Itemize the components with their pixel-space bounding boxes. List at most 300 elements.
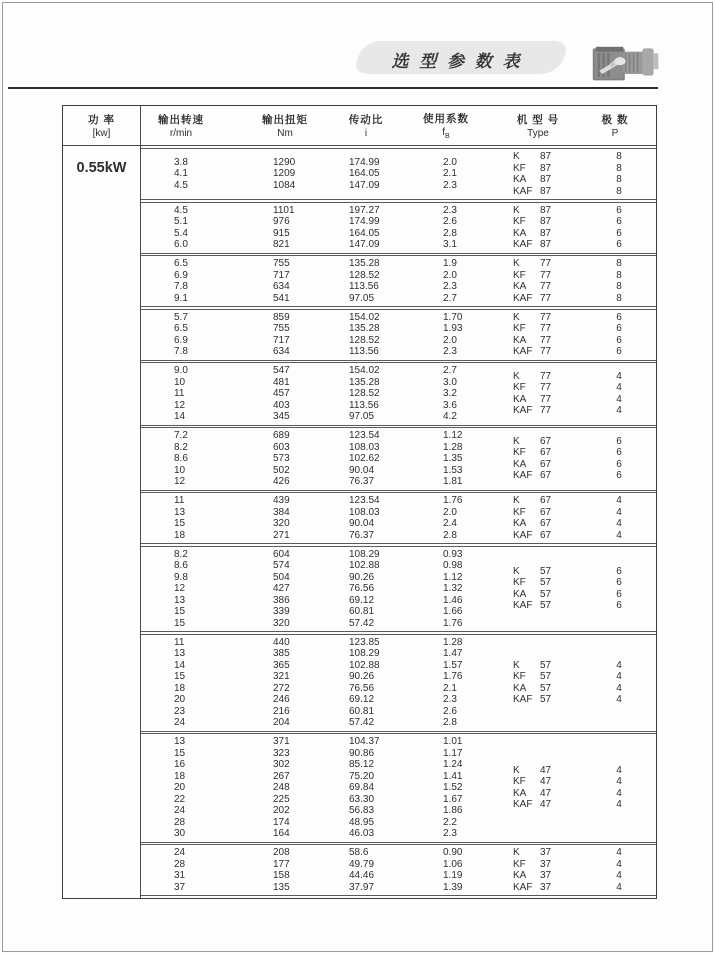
type-size: 37: [540, 858, 552, 870]
type-size: 47: [540, 787, 552, 799]
speed-value: 6.0: [174, 239, 188, 250]
type-size: 37: [540, 870, 552, 881]
spec-block: [141, 309, 656, 361]
model-type: [513, 205, 583, 217]
spec-row: [141, 637, 513, 649]
model-type: [513, 323, 583, 335]
speed-value: 8.6: [174, 453, 188, 464]
ratio-value: 90.86: [349, 747, 375, 759]
ratio-value: 90.04: [349, 518, 375, 529]
ratio-value: 147.09: [349, 179, 380, 191]
type-row: [513, 205, 656, 217]
ratio-value: 56.83: [349, 805, 375, 816]
type-size: 47: [540, 764, 552, 776]
poles-value: 4: [616, 682, 622, 694]
type-row: [513, 470, 656, 482]
ratio-value: 108.03: [349, 506, 380, 518]
spec-rows: [141, 312, 513, 358]
speed-value: 5.7: [174, 311, 188, 323]
factor-value: 2.0: [443, 506, 457, 518]
spec-block: [141, 148, 656, 200]
col-header-ratio-unit: i: [364, 128, 368, 139]
type-rows: [513, 847, 656, 893]
speed-value: 37: [174, 881, 186, 893]
spec-row: [141, 817, 513, 829]
ratio-value: 102.88: [349, 560, 380, 571]
spec-rows: [141, 495, 513, 541]
factor-value: 2.6: [443, 705, 457, 717]
type-row: [513, 270, 656, 282]
table-header-row: [63, 106, 656, 146]
torque-value: 272: [273, 682, 290, 694]
torque-value: 547: [273, 365, 290, 376]
spec-block: [141, 255, 656, 307]
type-prefix: KA: [513, 682, 527, 694]
poles-value: 6: [616, 470, 622, 482]
speed-value: 4.5: [174, 179, 188, 191]
torque-value: 427: [273, 583, 290, 594]
type-row: [513, 151, 656, 163]
poles-value: 8: [616, 292, 622, 304]
speed-value: 18: [174, 682, 186, 694]
type-size: 47: [540, 799, 552, 811]
speed-value: 20: [174, 694, 186, 705]
torque-value: 208: [273, 847, 290, 858]
spec-row: [141, 476, 513, 488]
ratio-value: 46.03: [349, 828, 375, 839]
speed-value: 22: [174, 793, 186, 805]
speed-value: 11: [174, 388, 185, 399]
speed-value: 14: [174, 659, 186, 671]
poles-value: 4: [616, 518, 622, 529]
poles-value: 8: [616, 281, 622, 292]
type-prefix: KF: [513, 447, 526, 459]
type-rows: [513, 495, 656, 541]
spec-row: [141, 717, 513, 729]
table-body: [63, 146, 656, 898]
spec-row: [141, 828, 513, 840]
spec-row: [141, 228, 513, 240]
spec-row: [141, 400, 513, 412]
col-header-power-label: 功 率: [88, 114, 115, 126]
type-row: [513, 882, 656, 894]
type-row: [513, 660, 656, 672]
type-prefix: KA: [513, 227, 527, 239]
poles-value: 4: [616, 764, 622, 776]
torque-value: 717: [273, 334, 290, 346]
factor-value: 3.2: [443, 388, 457, 399]
torque-value: 174: [273, 816, 290, 828]
type-prefix: KA: [513, 334, 527, 346]
torque-value: 604: [273, 548, 290, 560]
spec-row: [141, 748, 513, 760]
spec-row: [141, 365, 513, 377]
type-row: [513, 859, 656, 871]
model-type: [513, 312, 583, 324]
type-row: [513, 312, 656, 324]
factor-value: 1.93: [443, 323, 463, 334]
type-prefix: K: [513, 659, 520, 671]
model-type: [513, 799, 583, 811]
poles-value: 4: [616, 787, 622, 799]
torque-value: 177: [273, 858, 290, 870]
type-size: 67: [540, 506, 552, 518]
type-row: [513, 258, 656, 270]
spec-block: [141, 733, 656, 843]
col-header-speed-unit: r/min: [169, 128, 193, 139]
factor-value: 1.28: [443, 636, 463, 648]
model-type: [513, 281, 583, 293]
type-prefix: KAF: [513, 470, 533, 482]
model-type: [513, 382, 583, 394]
factor-value: 2.1: [443, 168, 457, 180]
spec-row: [141, 168, 513, 180]
col-header-model: [498, 106, 578, 145]
factor-value: 4.2: [443, 411, 457, 422]
factor-value: 1.86: [443, 805, 463, 816]
ratio-value: 60.81: [349, 606, 375, 617]
poles-value: 6: [616, 323, 622, 334]
factor-value: 1.35: [443, 453, 463, 464]
type-row: [513, 405, 656, 417]
type-row: [513, 776, 656, 788]
torque-value: 603: [273, 441, 290, 453]
col-header-poles-label: 极 数: [601, 114, 629, 126]
speed-value: 3.8: [174, 156, 188, 168]
model-type: [513, 270, 583, 282]
factor-value: 1.39: [443, 881, 463, 893]
ratio-value: 154.02: [349, 365, 380, 376]
speed-value: 15: [174, 518, 186, 529]
type-prefix: KA: [513, 281, 527, 292]
type-size: 67: [540, 495, 552, 506]
speed-value: 6.9: [174, 334, 188, 346]
col-header-service-factor: [406, 106, 486, 145]
selection-parameter-table: [62, 105, 657, 899]
type-size: 37: [540, 847, 552, 858]
torque-value: 440: [273, 636, 290, 648]
speed-value: 4.1: [174, 168, 188, 180]
ratio-value: 174.99: [349, 156, 380, 168]
model-type: [513, 186, 583, 198]
spec-block: [141, 844, 656, 896]
speed-value: 11: [174, 495, 185, 506]
ratio-value: 48.95: [349, 816, 375, 828]
model-type: [513, 683, 583, 695]
speed-value: 11: [174, 636, 185, 648]
speed-value: 7.2: [174, 430, 188, 441]
poles-value: 6: [616, 577, 622, 589]
factor-value: 1.01: [443, 736, 463, 747]
torque-value: 248: [273, 782, 290, 793]
type-row: [513, 216, 656, 228]
model-type: [513, 694, 583, 706]
ratio-value: 97.05: [349, 292, 375, 304]
torque-value: 321: [273, 671, 290, 682]
ratio-value: 128.52: [349, 388, 380, 399]
ratio-value: 49.79: [349, 858, 375, 870]
model-type: [513, 174, 583, 186]
poles-value: 8: [616, 269, 622, 281]
poles-value: 4: [616, 506, 622, 518]
type-size: 77: [540, 393, 552, 405]
speed-value: 24: [174, 805, 186, 816]
type-row: [513, 765, 656, 777]
model-type: [513, 470, 583, 482]
type-row: [513, 382, 656, 394]
torque-value: 164: [273, 828, 290, 839]
factor-value: 1.70: [443, 311, 463, 323]
speed-value: 8.6: [174, 560, 188, 571]
model-type: [513, 859, 583, 871]
poles-value: 8: [616, 162, 622, 174]
factor-value: 2.6: [443, 216, 457, 227]
torque-value: 384: [273, 506, 290, 518]
poles-value: 6: [616, 346, 622, 357]
torque-value: 481: [273, 376, 290, 388]
type-prefix: K: [513, 151, 520, 162]
type-prefix: KF: [513, 216, 526, 227]
spec-block: [141, 362, 656, 426]
poles-value: 6: [616, 565, 622, 577]
spec-row: [141, 411, 513, 423]
col-header-poles: [577, 106, 653, 145]
model-type: [513, 847, 583, 859]
spec-block: [141, 634, 656, 732]
speed-value: 12: [174, 476, 186, 487]
type-row: [513, 518, 656, 530]
type-size: 77: [540, 269, 552, 281]
speed-value: 6.9: [174, 269, 188, 281]
type-row: [513, 530, 656, 542]
factor-value: 2.3: [443, 204, 457, 216]
type-prefix: KAF: [513, 185, 533, 197]
type-size: 77: [540, 370, 552, 382]
ratio-value: 108.03: [349, 441, 380, 453]
spec-row: [141, 683, 513, 695]
type-prefix: K: [513, 495, 520, 506]
type-size: 87: [540, 151, 552, 162]
spec-row: [141, 312, 513, 324]
poles-value: 6: [616, 458, 622, 470]
type-row: [513, 228, 656, 240]
factor-value: 1.12: [443, 430, 463, 441]
poles-value: 4: [616, 405, 622, 417]
col-header-poles-unit: P: [611, 128, 619, 139]
factor-value: 1.32: [443, 583, 463, 594]
spec-row: [141, 323, 513, 335]
factor-value: 1.24: [443, 759, 463, 770]
spec-row: [141, 258, 513, 270]
poles-value: 4: [616, 659, 622, 671]
type-prefix: KAF: [513, 881, 533, 893]
factor-value: 1.76: [443, 617, 463, 629]
factor-value: 1.52: [443, 782, 463, 793]
type-prefix: K: [513, 764, 520, 776]
speed-value: 28: [174, 816, 186, 828]
type-prefix: KF: [513, 382, 526, 394]
ratio-value: 69.12: [349, 594, 375, 606]
speed-value: 12: [174, 583, 186, 594]
torque-value: 976: [273, 216, 290, 227]
type-prefix: K: [513, 258, 520, 269]
speed-value: 20: [174, 782, 186, 793]
torque-value: 915: [273, 227, 290, 239]
type-size: 57: [540, 694, 552, 705]
torque-value: 426: [273, 476, 290, 487]
ratio-value: 164.05: [349, 227, 380, 239]
type-size: 67: [540, 447, 552, 459]
spec-row: [141, 706, 513, 718]
factor-value: 1.17: [443, 747, 463, 759]
model-type: [513, 577, 583, 589]
spec-row: [141, 572, 513, 584]
spec-row: [141, 660, 513, 672]
poles-value: 4: [616, 858, 622, 870]
speed-value: 9.1: [174, 292, 188, 304]
ratio-value: 57.42: [349, 617, 375, 629]
ratio-value: 102.88: [349, 659, 380, 671]
ratio-value: 57.42: [349, 717, 375, 728]
torque-value: 204: [273, 717, 290, 728]
page-title: 选 型 参 数 表: [391, 52, 523, 71]
type-size: 77: [540, 311, 552, 323]
spec-row: [141, 239, 513, 251]
type-rows: [513, 436, 656, 482]
spec-row: [141, 281, 513, 293]
col-header-service-factor-label: 使用系数: [423, 113, 469, 125]
type-prefix: KF: [513, 269, 526, 281]
factor-value: 1.76: [443, 495, 463, 506]
ratio-value: 174.99: [349, 216, 380, 227]
poles-value: 4: [616, 393, 622, 405]
spec-rows: [141, 157, 513, 192]
spec-rows: [141, 637, 513, 729]
spec-row: [141, 495, 513, 507]
spec-row: [141, 430, 513, 442]
model-type: [513, 600, 583, 612]
factor-value: 2.3: [443, 828, 457, 839]
model-type: [513, 882, 583, 894]
torque-value: 385: [273, 648, 290, 659]
factor-value: 1.28: [443, 441, 463, 453]
spec-rows: [141, 549, 513, 630]
ratio-value: 123.54: [349, 495, 380, 506]
type-rows: [513, 258, 656, 304]
model-type: [513, 459, 583, 471]
spec-row: [141, 335, 513, 347]
power-value: 0.55kW: [63, 146, 141, 898]
spec-row: [141, 518, 513, 530]
type-prefix: KAF: [513, 346, 533, 357]
factor-value: 1.46: [443, 594, 463, 606]
model-type: [513, 788, 583, 800]
ratio-value: 135.28: [349, 376, 380, 388]
type-prefix: KA: [513, 174, 527, 185]
torque-value: 821: [273, 239, 290, 250]
model-type: [513, 258, 583, 270]
speed-value: 15: [174, 671, 186, 682]
type-prefix: KF: [513, 577, 526, 589]
type-row: [513, 281, 656, 293]
speed-value: 24: [174, 717, 186, 728]
spec-row: [141, 771, 513, 783]
type-rows: [513, 765, 656, 811]
type-size: 87: [540, 204, 552, 216]
torque-value: 755: [273, 258, 290, 269]
type-prefix: KA: [513, 393, 527, 405]
spec-rows: [141, 430, 513, 488]
type-size: 47: [540, 776, 552, 788]
type-prefix: K: [513, 847, 520, 858]
factor-symbol-sub: B: [445, 133, 450, 140]
ratio-value: 113.56: [349, 346, 379, 357]
torque-value: 386: [273, 594, 290, 606]
type-row: [513, 323, 656, 335]
ratio-value: 197.27: [349, 204, 380, 216]
type-size: 87: [540, 185, 552, 197]
type-row: [513, 394, 656, 406]
torque-value: 504: [273, 571, 290, 583]
type-prefix: KAF: [513, 405, 533, 417]
factor-value: 1.57: [443, 659, 463, 671]
factor-value: 3.1: [443, 239, 457, 250]
type-row: [513, 371, 656, 383]
type-row: [513, 186, 656, 198]
type-row: [513, 239, 656, 251]
type-prefix: K: [513, 565, 520, 577]
speed-value: 8.2: [174, 441, 188, 453]
ratio-value: 135.28: [349, 323, 380, 334]
spec-rows: [141, 205, 513, 251]
ratio-value: 58.6: [349, 847, 369, 858]
model-type: [513, 589, 583, 601]
spec-row: [141, 465, 513, 477]
torque-value: 574: [273, 560, 290, 571]
model-type: [513, 216, 583, 228]
type-row: [513, 507, 656, 519]
speed-value: 5.1: [174, 216, 188, 227]
type-prefix: KF: [513, 506, 526, 518]
factor-value: 1.81: [443, 476, 463, 487]
type-size: 77: [540, 382, 552, 394]
type-prefix: K: [513, 311, 520, 323]
poles-value: 6: [616, 239, 622, 250]
type-row: [513, 566, 656, 578]
factor-value: 3.6: [443, 399, 457, 411]
model-type: [513, 507, 583, 519]
ratio-value: 128.52: [349, 269, 380, 281]
speed-value: 30: [174, 828, 186, 839]
torque-value: 439: [273, 495, 290, 506]
ratio-value: 128.52: [349, 334, 380, 346]
factor-value: 3.0: [443, 376, 457, 388]
factor-value: 2.3: [443, 694, 457, 705]
model-type: [513, 394, 583, 406]
type-size: 87: [540, 174, 552, 185]
speed-value: 28: [174, 858, 186, 870]
spec-block: [141, 427, 656, 491]
type-prefix: KAF: [513, 799, 533, 811]
spec-row: [141, 870, 513, 882]
torque-value: 1084: [273, 179, 296, 191]
type-size: 67: [540, 529, 552, 541]
ratio-value: 76.56: [349, 583, 375, 594]
type-rows: [513, 660, 656, 706]
ratio-value: 113.56: [349, 281, 379, 292]
model-type: [513, 530, 583, 542]
spec-blocks: [141, 146, 656, 898]
